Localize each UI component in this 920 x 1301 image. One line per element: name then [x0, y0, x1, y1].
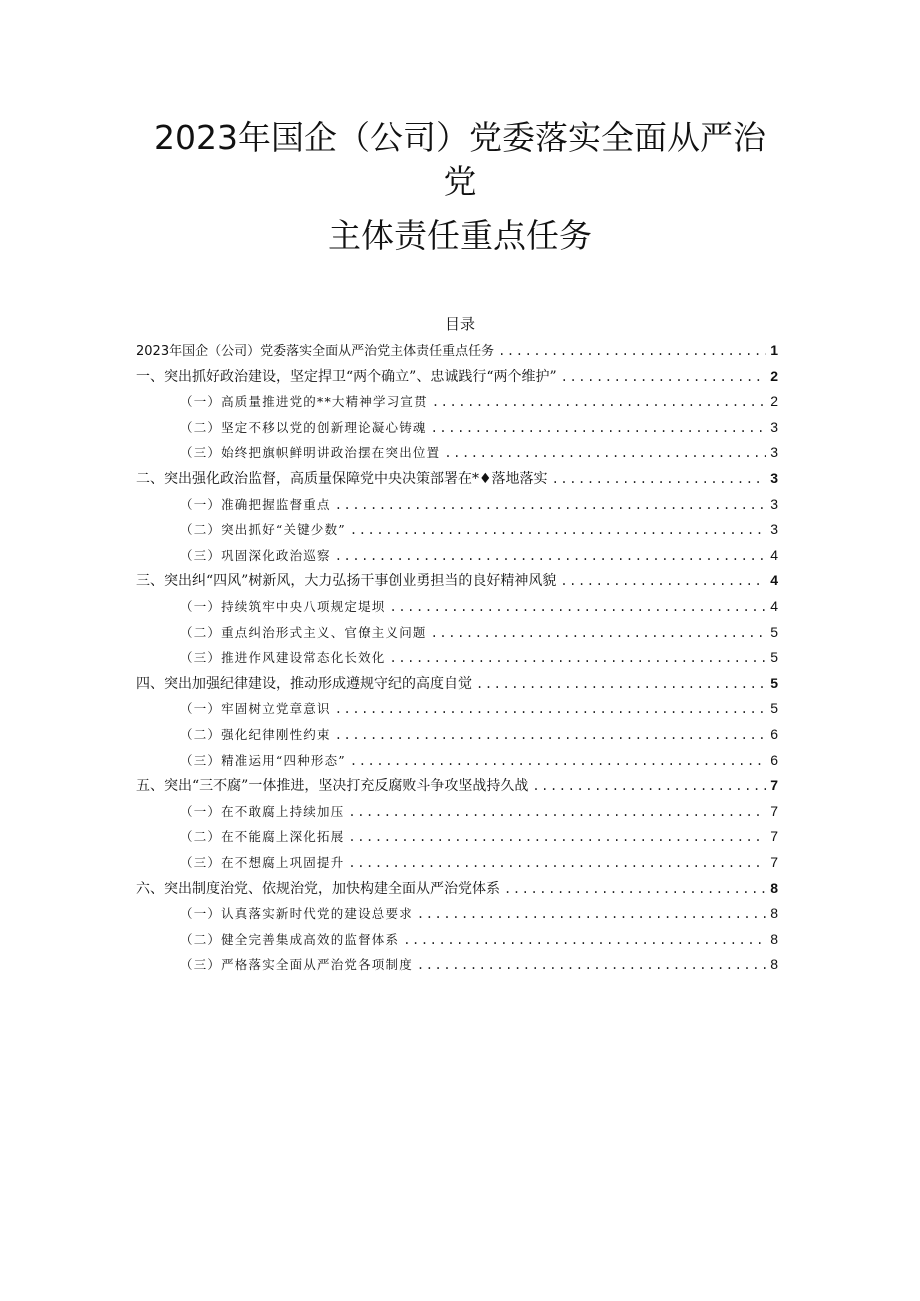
toc-entry[interactable]	[180, 696, 778, 721]
toc-page-number: 7	[770, 828, 778, 845]
toc-dot-leader	[561, 365, 766, 389]
toc-dot-leader	[432, 390, 766, 414]
toc-entry[interactable]	[180, 440, 778, 465]
toc-entry-text: （三）在不想腐上巩固提升	[180, 855, 345, 870]
toc-entry-text: （一）准确把握监督重点	[180, 496, 331, 512]
toc-dot-leader	[560, 569, 766, 593]
toc-dot-leader	[335, 493, 766, 517]
toc-entry-text: （一）认真落实新时代党的建设总要求	[180, 906, 413, 922]
toc-entry-text: 一、突出抓好政治建设，坚定捍卫“两个确立”、忠诚践行“两个维护”	[136, 368, 557, 385]
toc-entry-text: （三）始终把旗帜鲜明讲政治摆在突出位置	[180, 445, 441, 461]
toc-page-number: 7	[770, 854, 778, 870]
toc-dot-leader	[350, 749, 766, 773]
toc-entry-text: （三）推进作风建设常态化长效化	[180, 650, 386, 666]
toc-entry-text: （二）坚定不移以党的创新理论凝心铸魂	[180, 419, 427, 435]
toc-entry[interactable]	[180, 517, 778, 542]
toc-page-number: 8	[770, 879, 778, 896]
toc-entry-text: （二）健全完善集成高效的监督体系	[180, 931, 400, 947]
toc-entry-text: （三）严格落实全面从严治党各项制度	[180, 957, 413, 973]
toc-page-number: 3	[770, 470, 778, 486]
toc-entry[interactable]	[180, 799, 778, 824]
toc-page-number: 2	[770, 393, 778, 410]
toc-page-number: 8	[770, 905, 778, 922]
toc-dot-leader	[417, 953, 766, 977]
toc-dot-leader	[532, 774, 766, 798]
toc-page-number: 4	[770, 598, 778, 614]
toc-entry[interactable]	[180, 901, 778, 926]
toc-entry[interactable]	[136, 466, 778, 491]
toc-dot-leader	[348, 800, 766, 824]
toc-entry[interactable]	[180, 952, 778, 977]
toc-page-number: 7	[770, 802, 778, 819]
toc-entry[interactable]	[180, 927, 778, 952]
toc-entry-text: （二）在不能腐上深化拓展	[180, 829, 345, 845]
toc-page-number: 5	[770, 700, 778, 717]
toc-page-number: 3	[770, 444, 778, 461]
toc-entry[interactable]	[136, 773, 778, 798]
toc-dot-leader	[348, 825, 766, 849]
document-title-line-2: 党	[443, 162, 477, 201]
toc-entry[interactable]	[136, 671, 778, 696]
toc-dot-leader	[417, 902, 766, 926]
toc-page-number: 3	[770, 418, 778, 435]
toc-entry-text: （二）突出抓好“关键少数”	[180, 522, 346, 538]
toc-heading: 目录	[444, 315, 475, 333]
toc-entry[interactable]	[136, 876, 778, 901]
toc-entry[interactable]	[180, 824, 778, 849]
toc-page-number: 5	[770, 674, 778, 691]
toc-dot-leader	[431, 621, 766, 645]
toc-entry[interactable]	[136, 568, 778, 593]
toc-page-number: 4	[770, 572, 778, 589]
toc-entry-text: 四、突出加强纪律建设，推动形成遵规守纪的高度自觉	[136, 675, 472, 692]
toc-dot-leader	[431, 416, 766, 440]
document-title-line-3: 主体责任重点任务	[328, 216, 592, 255]
toc-dot-leader	[476, 672, 766, 696]
toc-entry-text: 2023年国企（公司）党委落实全面从严治党主体责任重点任务	[136, 344, 495, 359]
toc-page-number: 8	[770, 956, 778, 973]
toc-page-number: 1	[770, 342, 778, 358]
toc-entry-text: （二）强化纪律刚性约束	[180, 727, 331, 742]
toc-dot-leader	[504, 877, 766, 901]
toc-entry-text: （一）在不敢腐上持续加压	[180, 803, 345, 819]
toc-entry[interactable]	[180, 850, 778, 875]
toc-entry-text: （一）牢固树立党章意识	[180, 701, 331, 717]
toc-page-number: 7	[770, 777, 778, 794]
toc-entry-text: 六、突出制度治党、依规治党，加快构建全面从严治党体系	[136, 880, 500, 897]
toc-entry[interactable]	[180, 389, 778, 414]
toc-entry-text: 三、突出纠“四风”树新风，大力弘扬干事创业勇担当的良好精神风貌	[136, 573, 557, 590]
toc-dot-leader	[444, 441, 766, 465]
toc-dot-leader	[390, 646, 766, 670]
toc-entry-text: （一）高质量推进党的**大精神学习宣贯	[180, 394, 428, 410]
toc-page-number: 8	[770, 930, 778, 947]
toc-page-number: 5	[770, 649, 778, 666]
toc-dot-leader	[403, 928, 766, 952]
toc-entry-text: （二）重点纠治形式主义、官僚主义问题	[180, 624, 427, 640]
toc-entry[interactable]	[180, 620, 778, 645]
toc-page-number: 4	[770, 546, 778, 563]
toc-page-number: 2	[770, 367, 778, 384]
toc-page-number: 6	[770, 751, 778, 768]
document-title-line-1: 2023年国企（公司）党委落实全面从严治	[154, 118, 766, 157]
toc-entry[interactable]	[180, 594, 778, 619]
toc-entry[interactable]	[180, 492, 778, 517]
toc-dot-leader	[498, 339, 766, 363]
toc-entry[interactable]	[180, 645, 778, 670]
toc-dot-leader	[335, 544, 766, 568]
toc-dot-leader	[348, 851, 766, 875]
toc-entry[interactable]	[136, 364, 778, 389]
toc-entry-text: （一）持续筑牢中央八项规定堤坝	[180, 599, 386, 614]
toc-page-number: 5	[770, 623, 778, 640]
toc-entry[interactable]	[180, 722, 778, 747]
toc-dot-leader	[335, 723, 766, 747]
toc-entry[interactable]	[180, 415, 778, 440]
toc-entry-text: 五、突出“三不腐”一体推进，坚决打充反腐败斗争攻坚战持久战	[136, 778, 529, 795]
toc-page-number: 6	[770, 726, 778, 742]
toc-page-number: 3	[770, 495, 778, 512]
toc-entry[interactable]	[136, 338, 778, 363]
toc-page-number: 3	[770, 521, 778, 538]
toc-entry[interactable]	[180, 543, 778, 568]
toc-entry-text: （三）精准运用“四种形态”	[180, 752, 346, 768]
toc-dot-leader	[335, 697, 766, 721]
toc-dot-leader	[552, 467, 766, 491]
toc-entry-text: （三）巩固深化政治巡察	[180, 547, 331, 563]
toc-dot-leader	[390, 595, 766, 619]
toc-entry[interactable]	[180, 748, 778, 773]
toc-dot-leader	[350, 518, 766, 542]
toc-entry-text: 二、突出强化政治监督，高质量保障党中央决策部署在*♦落地落实	[136, 471, 548, 487]
